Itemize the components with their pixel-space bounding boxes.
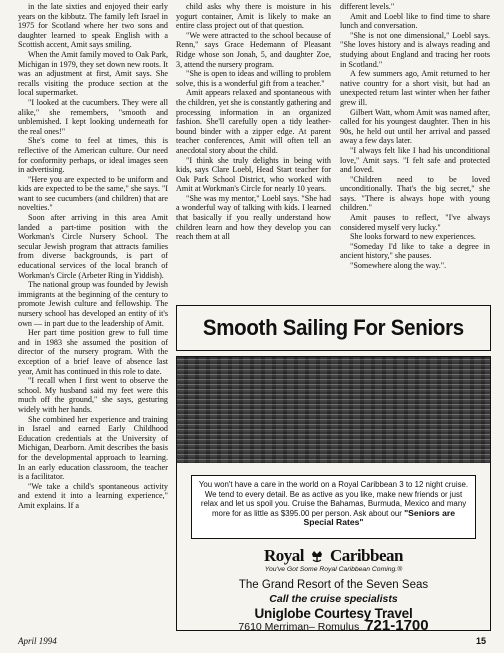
ad-address: 7610 Merriman– Romulus <box>238 621 360 633</box>
article-paragraph: She looks forward to new experiences. <box>350 232 476 242</box>
article-column-2 <box>176 2 331 242</box>
ad-body-box <box>191 475 476 539</box>
article-paragraph: She combined her experience and training in Israel and earned Early Childhood Education credentials at the University of Michigan, Dearborn. Amit describes the basis for the developmental approach to learning. In an early education classroom, the teacher is a facilitator. <box>18 414 168 482</box>
article-paragraph: different levels." <box>340 2 395 11</box>
article-paragraph: Her part time position grew to full time and in 1983 she assumed the position of director of the nursery program. With the exception of a brief leave of absence last year, Amit has continued in this role to date. <box>18 328 168 376</box>
article-paragraph: "I always felt like I had his unconditional love," Amit says. "I felt safe and protected and loved. <box>340 145 490 175</box>
article-paragraph: "I think she truly delights in being with kids, says Clare Loebl, Head Start teacher for Oak Park School District, who worked with Amit at Workman's Circle for nearly 10 years. <box>176 155 331 194</box>
article-paragraph: "Here you are expected to be uniform and kids are expected to be the same," she says. "I want to see cucumbers (and children) that are novelties." <box>18 174 168 213</box>
article-paragraph: "I recall when I first went to observe the school. My husband said my feet were this much off the ground," she says, gesturing widely with her hands. <box>18 376 168 414</box>
article-paragraph: "We take a child's spontaneous activity and extend it into a learning experience," Amit explains. If a <box>18 481 168 510</box>
ad-body-highlight: "Seniors are Special Rates" <box>303 507 455 528</box>
article-paragraph: "She is open to ideas and willing to problem solve, this is a wonderful gift from a teacher." <box>176 69 331 88</box>
article-column-1 <box>18 2 168 510</box>
ad-body-text: You won't have a care in the world on a Royal Caribbean 3 to 12 night cruise. We tend to every detail. Be as active as you like, make new friends or just relax and let us spoil you. Cruise the Bahamas, Burmuda, Mexico and many more for as little as $395.00 per person. Ask about our <box>198 480 469 518</box>
article-paragraph: When the Amit family moved to Oak Park, Michigan in 1979, they set down new roots. It was an adjustment at first, Amit says. She recalls visiting the produce section at the local supermarket. <box>18 49 168 98</box>
ad-agency-name: Uniglobe Courtesy Travel <box>254 606 413 621</box>
article-paragraph: Gilbert Watt, whom Amit was named after, called for his youngest daughter. Then in his 90s, he held out until her arrival and passed away a few days later. <box>340 107 490 146</box>
brand-tagline: You've Got Some Royal Caribbean Coming.® <box>264 566 403 573</box>
article-paragraph: Soon after arriving in this area Amit landed a part-time position with the Workman's Circle Nursery School. The secular Jewish program that attracts families from diverse backgrounds, is part of educational services of the local branch of Workman's Circle (Arbeter Ring in Yiddish). <box>18 213 168 280</box>
brand-logo <box>177 546 490 566</box>
article-paragraph: in the late sixties and enjoyed their early years on the kibbutz. The family left Israel in 1975 for Scotland where her two sons and daughter learned to speak English with a Scottish accent, Amit says smiling. <box>18 2 168 50</box>
article-paragraph: "I looked at the cucumbers. They were all alike," she remembers, "smooth and unblemished. I kept looking underneath for the real ones!" <box>18 97 168 136</box>
ocean-photo-texture <box>177 357 490 463</box>
article-paragraph: Amit and Loebl like to find time to share lunch and conversation. <box>340 11 490 31</box>
article-paragraph: A few summers ago, Amit returned to her native country for a short visit, but had an unexpected return last winter when her father grew ill. <box>340 69 490 107</box>
article-paragraph: "Children need to be loved unconditionally. That's the big secret," she says. "There is always hope with young children." <box>340 174 490 213</box>
ad-contact-line <box>177 617 490 635</box>
article-paragraph: She's come to feel at times, this is reflective of the American culture. Our need for conformity perhaps, or ideal images seen in advertising. <box>18 136 168 175</box>
ad-grand-resort: The Grand Resort of the Seven Seas <box>238 579 429 591</box>
issue-date: April 1994 <box>18 636 57 646</box>
ad-headline-box <box>176 305 491 351</box>
brand-name-right: Caribbean <box>330 546 403 565</box>
article-paragraph: "We were attracted to the school because of Renn," says Grace Hedemann of Pleasant Ridge whose son Jonah, 5, and daughter Zoe, 3, attend the nursery program. <box>176 30 331 69</box>
article-paragraph: Amit pauses to reflect, "I've always considered myself very lucky." <box>340 213 490 232</box>
article-column-3 <box>340 2 490 271</box>
article-paragraph: child asks why there is moisture in his yogurt container, Amit is likely to make an entire class project out of that question. <box>176 2 331 31</box>
article-paragraph: "Somewhere along the way.". <box>350 261 447 271</box>
ad-phone: 721-1700 <box>365 617 429 634</box>
article-paragraph: "Someday I'd like to take a degree in ancient history," she pauses. <box>340 241 490 261</box>
article-paragraph: "She was my mentor," Loebl says. "She had a wonderful way of talking with kids. I learned that basically if you really understand how children learn and how they develop you can reach them at all <box>176 193 331 242</box>
article-paragraph: "She is not one dimensional," Loebl says. "She loves history and is always reading and studying about England and tracing her roots in Scotland." <box>340 30 490 69</box>
crown-anchor-icon <box>310 549 324 563</box>
page-number: 15 <box>476 636 487 646</box>
article-paragraph: The national group was founded by Jewish immigrants at the beginning of the century to promote Jewish culture and fellowship. The nursery school has developed an entity of it's own — in part due to the leadership of Amit. <box>18 280 168 328</box>
ad-call-line: Call the cruise specialists <box>269 593 398 605</box>
brand-name-left: Royal <box>264 546 305 565</box>
article-paragraph: Amit appears relaxed and spontaneous with the children, yet she is constantly gathering and processing information in an organized fashion. She'll carefully open a tidy leather-bound binder with a zipper edge. At parent teacher conferences, Amit will often tell an anecdotal story about the child. <box>176 88 331 155</box>
ad-headline: Smooth Sailing For Seniors <box>202 315 465 340</box>
cruise-advertisement <box>176 356 491 634</box>
